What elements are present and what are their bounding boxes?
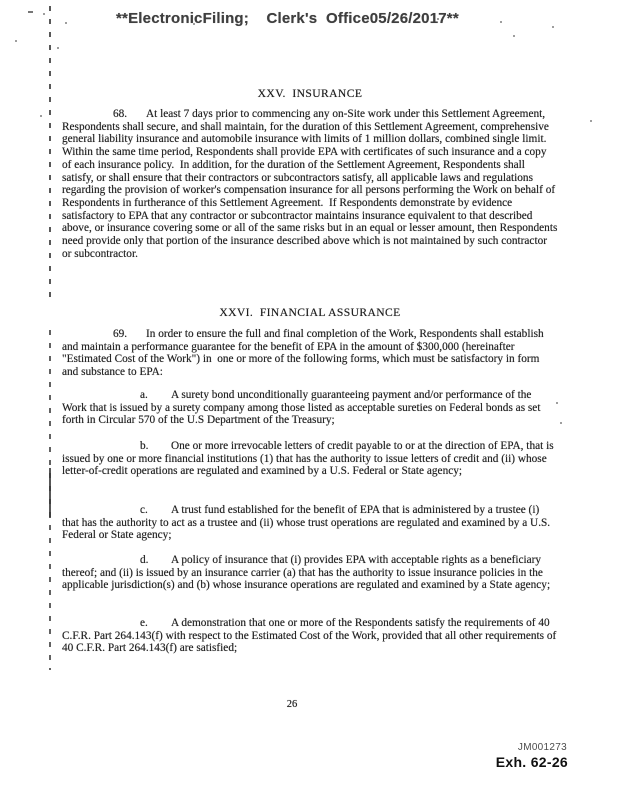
subparagraph-b-letter: b. (140, 440, 149, 452)
subparagraph-b-text: One or more irrevocable letters of credit payable to or at the direction of EPA, that is issued by one or more financial institutions (1) that has the authority to issue letters of credit and (ii) whose letter-of-credit operations are regulated and examined by a U.S. Federal or State agency; (62, 440, 557, 478)
subparagraph-a (62, 389, 558, 427)
subparagraph-e (62, 617, 558, 655)
paragraph-69-text: In order to ensure the full and final completion of the Work, Respondents shall establish and maintain a performance guarantee for the benefit of EPA in the amount of $300,000 (hereinafter "Estimated Cost of the Work") in one or more of the following forms, which must be satisfactory in form and substance to EPA: (62, 328, 547, 379)
page-number: 26 (286, 699, 298, 710)
subparagraph-c-letter: c. (140, 504, 148, 516)
section-heading-financial-assurance: XXVI. FINANCIAL ASSURANCE (219, 306, 401, 319)
subparagraph-d-letter: d. (140, 554, 149, 566)
subparagraph-c (62, 504, 558, 542)
subparagraph-d (62, 554, 558, 592)
paragraph-69 (62, 328, 558, 379)
subparagraph-a-text: A surety bond unconditionally guaranteeing payment and/or performance of the Work that is issued by a surety company among those listed as acceptable sureties on Federal bonds as set forth in Circular 570 of the U.S Department of the Treasury; (62, 389, 544, 427)
scan-artifact-specks (43, 13, 45, 15)
subparagraph-b (62, 440, 558, 478)
subparagraph-e-text: A demonstration that one or more of the Respondents satisfy the requirements of 40 C.F.R. Part 264.143(f) with respect to the Estimated Cost of the Work, provided that all other requirements of 40 C.F.R. Part 264.143(f) are satisfied; (62, 617, 560, 655)
scan-artifact-solid-line (49, 468, 51, 518)
scan-artifact-dashed-line (49, 6, 51, 304)
section-heading-insurance: XXV. INSURANCE (257, 87, 363, 100)
bates-number-stamp: JM001273 (517, 742, 567, 753)
subparagraph-e-letter: e. (140, 617, 148, 629)
paragraph-68-text: At least 7 days prior to commencing any on-Site work under this Settlement Agreement, Respondents shall secure, and shall maintain, for the duration of this Settlement Agreement, comprehensive general liability insurance and automobile insurance with limits of 1 million dollars, combined single limit. Within the same time period, Respondents shall provide EPA with certificates of such insurance and a copy of each insurance policy. In addition, for the duration of the Settlement Agreement, Respondents shall satisfy, or shall ensure that their contractors or subcontractors satisfy, all applicable laws and regulations regarding the provision of worker's compensation insurance for all persons performing the Work on behalf of Respondents in furtherance of this Settlement Agreement. If Respondents demonstrate by evidence satisfactory to EPA that any contractor or subcontractor maintains insurance equivalent to that described above, or insurance covering some or all of the same risks but in an equal or lesser amount, then Respondents need provide only that portion of the insurance described above which is not maintained by such contractor or subcontractor. (62, 108, 561, 260)
scan-artifact-dash (28, 11, 33, 13)
subparagraph-c-text: A trust fund established for the benefit of EPA that is administered by a trustee (i) that has the authority to act as a trustee and (ii) whose trust operations are regulated and examined by a U.S. Federal or State agency; (62, 504, 553, 542)
paragraph-69-number: 69. (113, 328, 128, 340)
subparagraph-d-text: A policy of insurance that (i) provides EPA with acceptable rights as a beneficiary thereof; and (ii) is issued by an insurance carrier (a) that has the authority to issue insurance policies in the applicable jurisdiction(s) and (b) whose insurance operations are regulated and examined by a State agency; (62, 554, 551, 592)
subparagraph-a-letter: a. (140, 389, 148, 401)
exhibit-number-stamp: Exh. 62-26 (495, 754, 568, 770)
paragraph-68 (62, 108, 561, 260)
electronic-filing-stamp: **ElectronicFiling; Clerk's Office05/26/2017** (116, 10, 459, 27)
paragraph-68-number: 68. (113, 108, 128, 120)
